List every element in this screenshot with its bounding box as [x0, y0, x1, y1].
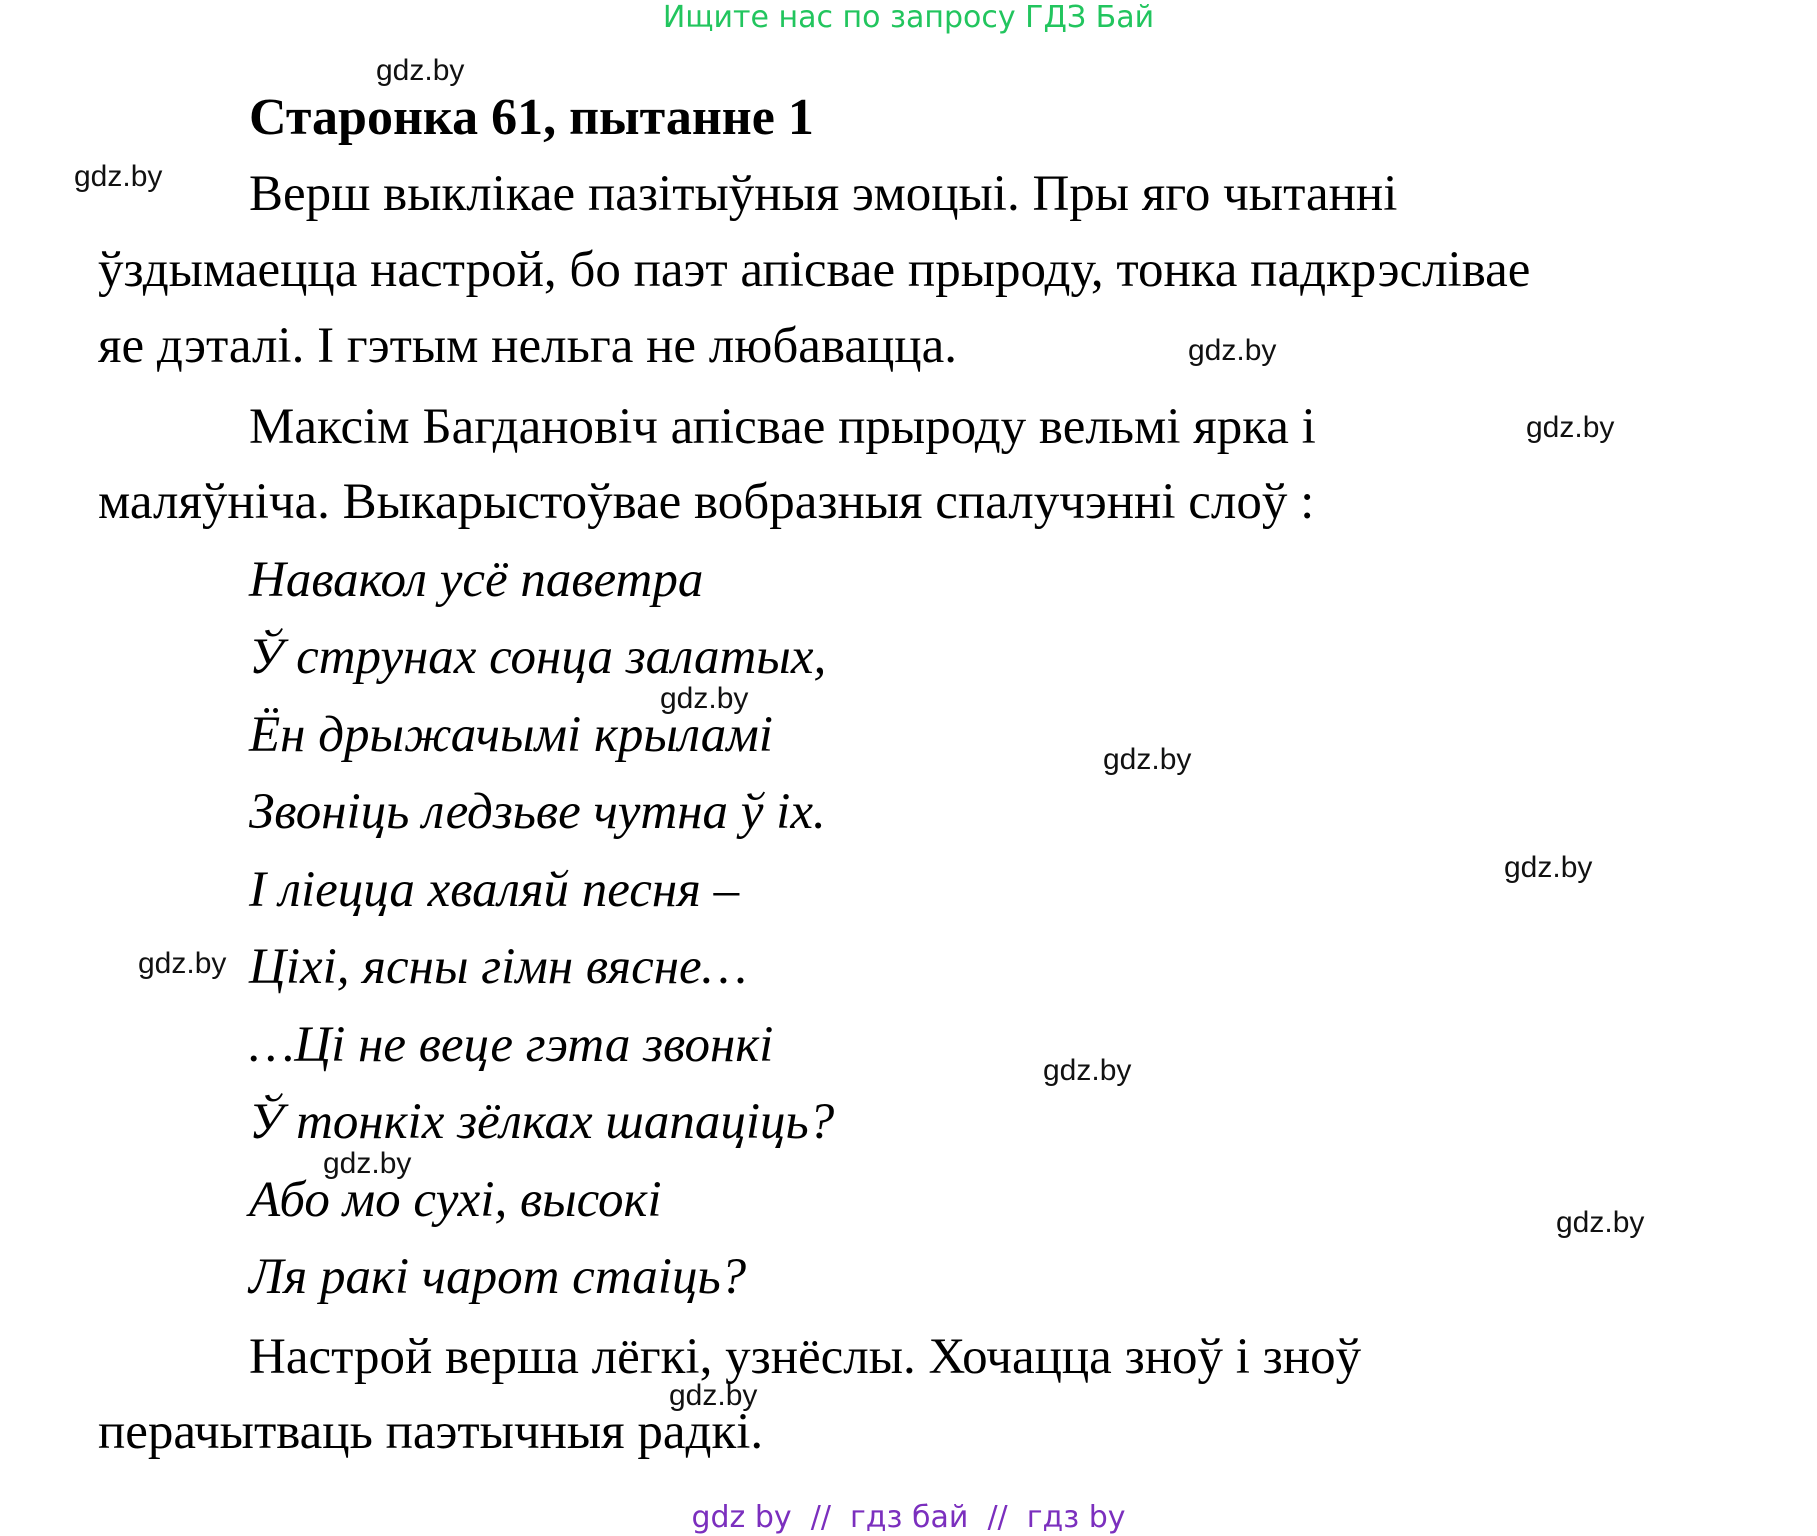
poem-line: Навакол усё паветра — [249, 552, 704, 608]
paragraph-2-line-1: Максім Багдановіч апісвае прыроду вельмі ярка і — [249, 399, 1316, 455]
watermark: gdz.by — [1504, 851, 1593, 884]
page-title: Старонка 61, пытанне 1 — [249, 89, 814, 146]
watermark: gdz.by — [669, 1379, 758, 1412]
paragraph-3-line-2: перачытваць паэтычныя радкі. — [98, 1404, 764, 1460]
paragraph-2-line-2: маляўніча. Выкарыстоўвае вобразныя спалучэнні слоў : — [98, 474, 1315, 530]
paragraph-3-line-1: Настрой верша лёгкі, узнёслы. Хочацца зноў і зноў — [249, 1329, 1362, 1385]
watermark: gdz.by — [1526, 411, 1615, 444]
watermark: gdz.by — [138, 947, 227, 980]
paragraph-1-line-3: яе дэталі. І гэтым нельга не любавацца. — [98, 318, 957, 374]
watermark: gdz.by — [1103, 743, 1192, 776]
bottom-banner: gdz by // гдз бай // гдз by — [691, 1500, 1126, 1535]
poem-line: Ў тонкіх зёлках шапаціць? — [249, 1094, 835, 1150]
watermark: gdz.by — [74, 160, 163, 193]
poem-line: …Ці не веце гэта звонкі — [249, 1017, 774, 1073]
watermark: gdz.by — [1188, 334, 1277, 367]
poem-line: І ліецца хваляй песня – — [249, 862, 740, 918]
poem-line: Ён дрыжачымі крыламі — [249, 707, 773, 763]
poem-line: Ціхі, ясны гімн вясне… — [249, 939, 747, 995]
watermark: gdz.by — [660, 682, 749, 715]
watermark: gdz.by — [1556, 1206, 1645, 1239]
poem-line: Ў струнах сонца залатых, — [249, 629, 827, 685]
paragraph-1-line-2: ўздымаецца настрой, бо паэт апісвае прыроду, тонка падкрэслівае — [98, 242, 1531, 298]
watermark: gdz.by — [323, 1147, 412, 1180]
top-banner: Ищите нас по запросу ГДЗ Бай — [662, 0, 1155, 35]
poem-line: Звоніць ледзьве чутна ў іх. — [249, 784, 826, 840]
watermark: gdz.by — [376, 54, 465, 87]
poem-line: Або мо сухі, высокі — [249, 1172, 662, 1228]
paragraph-1-line-1: Верш выклікае пазітыўныя эмоцыі. Пры яго чытанні — [249, 166, 1398, 222]
watermark: gdz.by — [1043, 1054, 1132, 1087]
poem-line: Ля ракі чарот стаіць? — [249, 1249, 747, 1305]
